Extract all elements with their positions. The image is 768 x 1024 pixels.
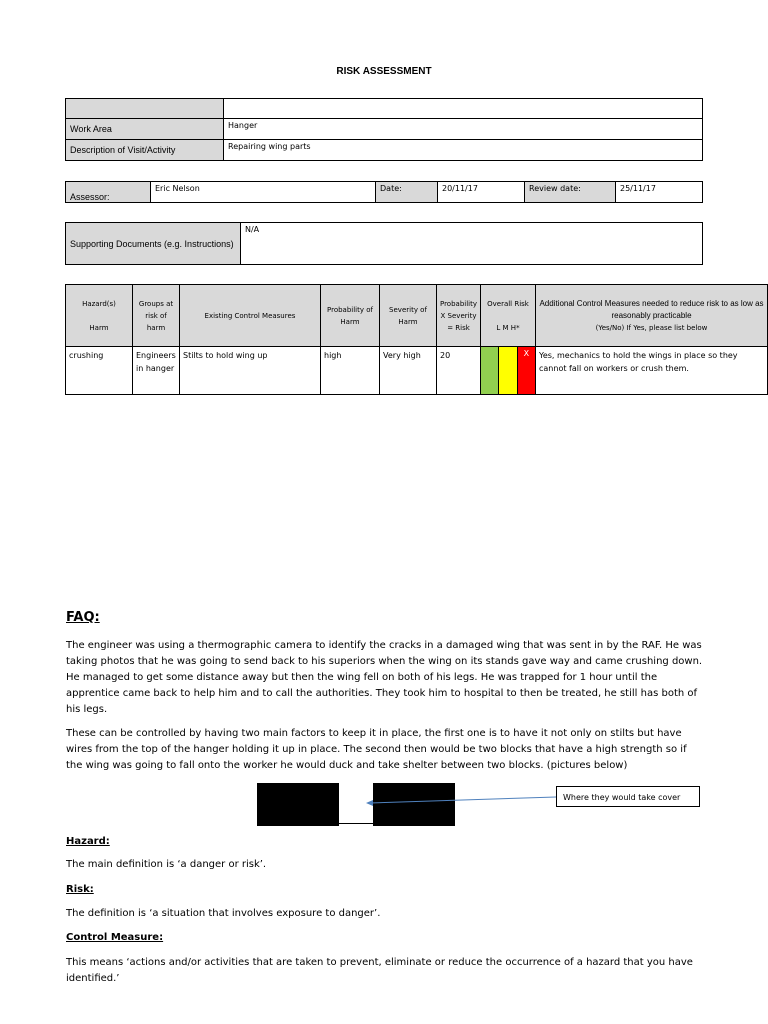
header-groups: Groups at risk of harm bbox=[133, 285, 180, 347]
header-prob-x-sev bbox=[437, 285, 481, 347]
risk-mark: X bbox=[523, 349, 530, 358]
header-additional-sub: (Yes/No) If Yes, please list below bbox=[595, 323, 708, 332]
supporting-docs-table bbox=[65, 222, 703, 265]
date-label: Date: bbox=[376, 182, 438, 203]
header-overall-label: Overall Risk bbox=[487, 299, 529, 308]
header-lmh: L M H* bbox=[496, 323, 520, 332]
work-area-label: Work Area bbox=[66, 119, 224, 140]
risk-term: Risk: bbox=[66, 884, 94, 895]
header-additional bbox=[536, 285, 768, 347]
header-overall bbox=[481, 285, 536, 347]
header-probability: Probability of Harm bbox=[321, 285, 380, 347]
supporting-docs-label: Supporting Documents (e.g. Instructions) bbox=[66, 223, 241, 265]
header-risk-eq: = Risk bbox=[447, 323, 470, 332]
blank-value-cell bbox=[224, 99, 703, 119]
faq-heading: FAQ: bbox=[66, 610, 100, 625]
risk-definition: The definition is ‘a situation that involves exposure to danger’. bbox=[66, 908, 381, 919]
header-existing: Existing Control Measures bbox=[180, 285, 321, 347]
cell-existing: Stilts to hold wing up bbox=[180, 347, 321, 395]
callout-box: Where they would take cover bbox=[556, 786, 700, 807]
header-additional-label: Additional Control Measures needed to reduce risk to as low as reasonably practicable bbox=[539, 298, 764, 320]
assessor-table bbox=[65, 181, 703, 203]
header-harm-label: Harm bbox=[89, 323, 109, 332]
review-date-value: 25/11/17 bbox=[616, 182, 703, 203]
faq-paragraph-2: These can be controlled by having two main factors to keep it in place, the first one is to have it not only on stilts but have wires from the top of the hanger holding it up in place. The second then would be two blocks that have a high strength so if the wing was going to fall onto the worker he would duck and take shelter between two blocks. (pictures below) bbox=[66, 728, 687, 771]
description-label: Description of Visit/Activity bbox=[66, 140, 224, 161]
control-measure-definition: This means ‘actions and/or activities that are taken to prevent, eliminate or reduce the occurrence of a hazard that you have identified.’ bbox=[66, 957, 693, 984]
control-measure-term: Control Measure: bbox=[66, 932, 164, 943]
header-hazard bbox=[66, 285, 133, 347]
hazard-term: Hazard: bbox=[66, 836, 110, 847]
cell-severity: Very high bbox=[380, 347, 437, 395]
risk-medium-cell bbox=[499, 347, 517, 395]
header-prob-x-sev-label: Probability X Severity bbox=[439, 299, 477, 320]
faq-paragraph-1: The engineer was using a thermographic camera to identify the cracks in a damaged wing that was sent in by the RAF. He was taking photos that he was going to send back to his superiors when the wing on its stands gave way and came crushing down. He managed to get some distance away but then the wing fell on both of his legs. He was trapped for 1 hour until the apprentice came back to help him and to call the authorities. They took him to hospital to then be treated, he still has both of his legs. bbox=[66, 640, 703, 715]
cell-groups: Engineers in hanger bbox=[133, 347, 180, 395]
assessor-name: Eric Nelson bbox=[151, 182, 376, 203]
page-title: RISK ASSESSMENT bbox=[336, 66, 432, 77]
hazard-definition: The main definition is ‘a danger or risk’. bbox=[66, 859, 267, 870]
description-value: Repairing wing parts bbox=[224, 140, 703, 161]
cell-probability: high bbox=[321, 347, 380, 395]
block-left bbox=[257, 783, 339, 826]
work-info-table bbox=[65, 98, 703, 161]
risk-low-cell bbox=[481, 347, 499, 395]
cell-score: 20 bbox=[437, 347, 481, 395]
cell-additional: Yes, mechanics to hold the wings in place so they cannot fall on workers or crush them. bbox=[536, 347, 768, 395]
cell-hazard: crushing bbox=[66, 347, 133, 395]
header-hazard-label: Hazard(s) bbox=[82, 299, 116, 308]
date-value: 20/11/17 bbox=[438, 182, 525, 203]
ground-line bbox=[339, 823, 373, 824]
review-date-label: Review date: bbox=[525, 182, 616, 203]
risk-high-cell bbox=[517, 347, 535, 395]
blank-header-cell bbox=[66, 99, 224, 119]
risk-table bbox=[65, 284, 768, 395]
work-area-value: Hanger bbox=[224, 119, 703, 140]
supporting-docs-value: N/A bbox=[241, 223, 703, 265]
header-severity: Severity of Harm bbox=[380, 285, 437, 347]
assessor-label: Assessor: bbox=[66, 182, 151, 203]
callout-arrow-icon bbox=[360, 790, 560, 810]
